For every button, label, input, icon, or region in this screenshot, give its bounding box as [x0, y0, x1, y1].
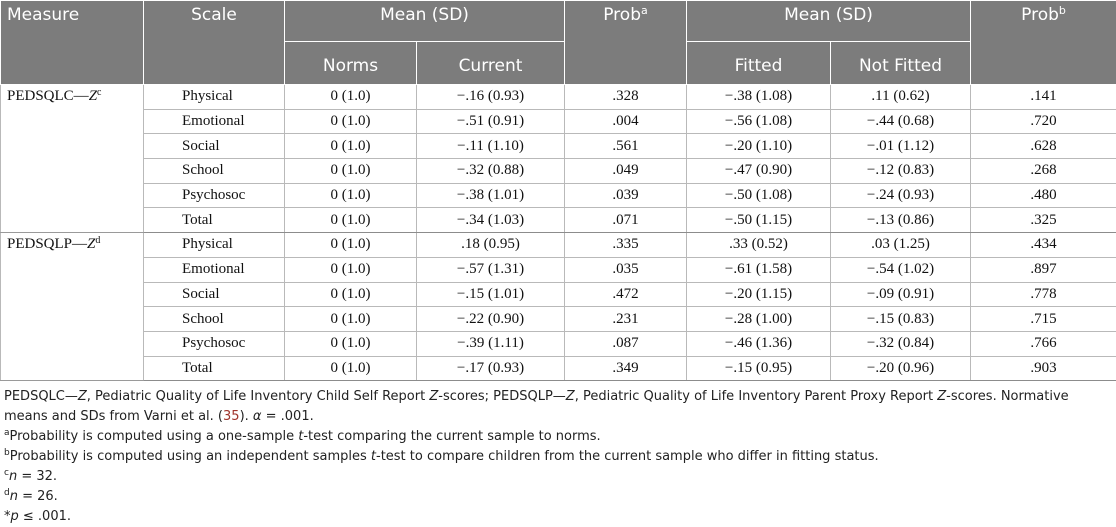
not-fitted-cell: −.44 (0.68) [831, 109, 971, 134]
header-scale: Scale [144, 1, 285, 85]
current-cell: −.57 (1.31) [417, 257, 565, 282]
scale-cell: Social [144, 134, 285, 159]
norms-cell: 0 (1.0) [285, 109, 417, 134]
scale-cell: Total [144, 208, 285, 233]
note-b: $^b$Probability is computed using an independent samples t-test to compare children from the current sample who differ in fitting status. [4, 447, 1112, 467]
norms-cell: 0 (1.0) [285, 159, 417, 184]
fitted-cell: −.20 (1.10) [687, 134, 831, 159]
prob-b-cell: .628 [971, 134, 1116, 159]
current-cell: −.15 (1.01) [417, 282, 565, 307]
fitted-cell: −.38 (1.08) [687, 85, 831, 110]
prob-a-cell: .335 [565, 233, 687, 258]
prob-a-cell: .071 [565, 208, 687, 233]
note-c: $^c$n = 32. [4, 467, 1112, 487]
table-row [1, 183, 1116, 208]
measure-cell: $PEDSQLP—Z^d$ [1, 233, 144, 381]
not-fitted-cell: −.09 (0.91) [831, 282, 971, 307]
reference-link-35[interactable]: 35 [223, 409, 240, 424]
prob-a-cell: .004 [565, 109, 687, 134]
header-prob-b: Prob$^b$ [971, 1, 1116, 85]
header-mean-sd-fitting: Mean (SD) [687, 1, 971, 42]
current-cell: −.11 (1.10) [417, 134, 565, 159]
note-abbreviations: PEDSQLC—Z, Pediatric Quality of Life Inventory Child Self Report Z-scores; PEDSQLP—Z, Pediatric Quality of Life Inventory Parent Proxy Report Z-scores. Normative means and SDs from Varni et al. (35). α = .001. [4, 387, 1112, 427]
norms-cell: 0 (1.0) [285, 208, 417, 233]
scale-cell: Social [144, 282, 285, 307]
current-cell: .18 (0.95) [417, 233, 565, 258]
note-a: $^a$Probability is computed using a one-sample t-test comparing the current sample to norms. [4, 427, 1112, 447]
table-header [1, 1, 1116, 85]
table-row [1, 85, 1116, 110]
prob-a-cell: .087 [565, 331, 687, 356]
prob-b-cell: .778 [971, 282, 1116, 307]
header-norms: Norms [285, 42, 417, 85]
fitted-cell: .33 (0.52) [687, 233, 831, 258]
note-star: *p ≤ .001. [4, 507, 1112, 527]
fitted-cell: −.20 (1.15) [687, 282, 831, 307]
prob-b-cell: .268 [971, 159, 1116, 184]
current-cell: −.22 (0.90) [417, 307, 565, 332]
prob-a-cell: .039 [565, 183, 687, 208]
note-d: $^d$n = 26. [4, 487, 1112, 507]
prob-b-cell: .141 [971, 85, 1116, 110]
scale-cell: Physical [144, 85, 285, 110]
fitted-cell: −.61 (1.58) [687, 257, 831, 282]
norms-cell: 0 (1.0) [285, 356, 417, 381]
table-row [1, 307, 1116, 332]
fitted-cell: −.56 (1.08) [687, 109, 831, 134]
table-row [1, 109, 1116, 134]
header-current: Current [417, 42, 565, 85]
norms-cell: 0 (1.0) [285, 183, 417, 208]
prob-a-cell: .049 [565, 159, 687, 184]
current-cell: −.17 (0.93) [417, 356, 565, 381]
fitted-cell: −.50 (1.08) [687, 183, 831, 208]
not-fitted-cell: −.54 (1.02) [831, 257, 971, 282]
prob-a-cell: .561 [565, 134, 687, 159]
not-fitted-cell: −.01 (1.12) [831, 134, 971, 159]
not-fitted-cell: −.13 (0.86) [831, 208, 971, 233]
fitted-cell: −.47 (0.90) [687, 159, 831, 184]
not-fitted-cell: .11 (0.62) [831, 85, 971, 110]
measure-cell: $PEDSQLC—Z^c$ [1, 85, 144, 233]
prob-b-cell: .480 [971, 183, 1116, 208]
header-mean-sd-current: Mean (SD) [285, 1, 565, 42]
scale-cell: Emotional [144, 109, 285, 134]
prob-a-cell: .231 [565, 307, 687, 332]
current-cell: −.38 (1.01) [417, 183, 565, 208]
prob-b-cell: .325 [971, 208, 1116, 233]
prob-b-cell: .766 [971, 331, 1116, 356]
not-fitted-cell: −.24 (0.93) [831, 183, 971, 208]
not-fitted-cell: −.32 (0.84) [831, 331, 971, 356]
scale-cell: School [144, 307, 285, 332]
scale-cell: Psychosoc [144, 331, 285, 356]
table-row [1, 134, 1116, 159]
norms-cell: 0 (1.0) [285, 282, 417, 307]
table-row [1, 282, 1116, 307]
table-body [1, 85, 1116, 381]
prob-a-cell: .472 [565, 282, 687, 307]
table-row [1, 208, 1116, 233]
table-row [1, 257, 1116, 282]
prob-b-cell: .897 [971, 257, 1116, 282]
prob-b-cell: .715 [971, 307, 1116, 332]
scale-cell: Psychosoc [144, 183, 285, 208]
header-fitted: Fitted [687, 42, 831, 85]
norms-cell: 0 (1.0) [285, 257, 417, 282]
header-not-fitted: Not Fitted [831, 42, 971, 85]
table-row [1, 356, 1116, 381]
current-cell: −.51 (0.91) [417, 109, 565, 134]
scale-cell: Emotional [144, 257, 285, 282]
not-fitted-cell: −.20 (0.96) [831, 356, 971, 381]
fitted-cell: −.46 (1.36) [687, 331, 831, 356]
prob-b-cell: .903 [971, 356, 1116, 381]
not-fitted-cell: .03 (1.25) [831, 233, 971, 258]
table-row [1, 159, 1116, 184]
not-fitted-cell: −.15 (0.83) [831, 307, 971, 332]
prob-a-cell: .328 [565, 85, 687, 110]
current-cell: −.34 (1.03) [417, 208, 565, 233]
current-cell: −.16 (0.93) [417, 85, 565, 110]
fitted-cell: −.15 (0.95) [687, 356, 831, 381]
fitted-cell: −.28 (1.00) [687, 307, 831, 332]
table-row [1, 331, 1116, 356]
header-measure: Measure [1, 1, 144, 85]
header-prob-a: Prob$^a$ [565, 1, 687, 85]
norms-cell: 0 (1.0) [285, 85, 417, 110]
table-row [1, 233, 1116, 258]
scale-cell: Total [144, 356, 285, 381]
not-fitted-cell: −.12 (0.83) [831, 159, 971, 184]
current-cell: −.32 (0.88) [417, 159, 565, 184]
norms-cell: 0 (1.0) [285, 307, 417, 332]
prob-a-cell: .349 [565, 356, 687, 381]
norms-cell: 0 (1.0) [285, 331, 417, 356]
prob-b-cell: .720 [971, 109, 1116, 134]
current-cell: −.39 (1.11) [417, 331, 565, 356]
scale-cell: School [144, 159, 285, 184]
prob-a-cell: .035 [565, 257, 687, 282]
scale-cell: Physical [144, 233, 285, 258]
norms-cell: 0 (1.0) [285, 134, 417, 159]
prob-b-cell: .434 [971, 233, 1116, 258]
norms-cell: 0 (1.0) [285, 233, 417, 258]
table-notes [0, 381, 1116, 527]
fitted-cell: −.50 (1.15) [687, 208, 831, 233]
